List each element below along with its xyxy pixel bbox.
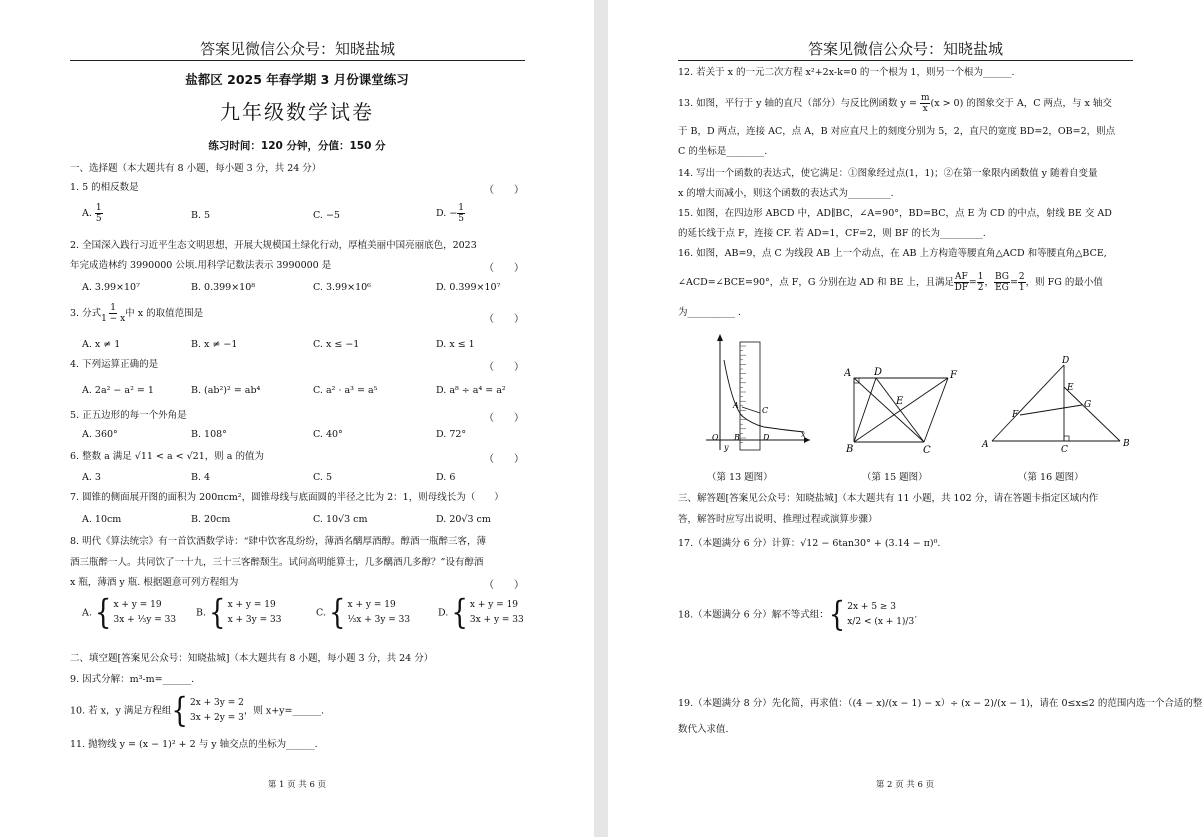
q8-text-line1: 8. 明代《算法统宗》有一首饮酒数学诗：“肆中饮客乱纷纷，薄酒名醨厚酒醇。醇酒一瓶醉三客，薄	[70, 536, 486, 547]
q4-option-d: D. a⁸ ÷ a⁴ = a²	[436, 385, 506, 396]
section-2-heading: 二、填空题[答案见公众号：知晓盐城]（本大题共有 8 小题，每小题 3 分，共 24 分）	[70, 653, 434, 664]
q7-option-a: A. 10cm	[82, 514, 122, 525]
q4-option-c: C. a² · a³ = a⁵	[313, 385, 378, 396]
q2-option-b: B. 0.399×10⁸	[191, 282, 256, 293]
fig13-label-y: y	[724, 443, 729, 452]
q18-text: 18.（本题满分 6 分）解不等式组： { 2x + 5 ≥ 3 x/2 < (x + 1)/3 .	[678, 595, 918, 635]
fig16-label-a: A	[982, 440, 989, 450]
q1-option-a: A. $\frac{1}{5}$	[82, 203, 102, 224]
q5-text: 5. 正五边形的每一个外角是	[70, 410, 187, 421]
q10-text: 10. 若 x，y 满足方程组 { 2x + 3y = 2 3x + 2y = 3 ，则 x+y=______.	[70, 691, 325, 731]
q4-option-b: B. (ab²)² = ab⁴	[191, 385, 261, 396]
fig16-label-g: G	[1084, 400, 1092, 410]
q7-text: 7. 圆锥的侧面展开图的面积为 200πcm²，圆锥母线与底面圆的半径之比为 2：1，则母线长为（ ）	[70, 492, 504, 503]
q6-text: 6. 整数 a 满足 √11 < a < √21，则 a 的值为	[70, 451, 264, 462]
q6-option-b: B. 4	[191, 472, 211, 483]
fig13-caption: （第 13 题图）	[707, 472, 773, 483]
q3-option-b: B. x ≠ −1	[191, 339, 238, 350]
fig13-segment-ac	[742, 407, 760, 413]
q2-answer-paren: （ ）	[484, 263, 524, 274]
q3-option-d: D. x ≤ 1	[436, 339, 475, 350]
q8-text-line3: x 瓶，薄酒 y 瓶. 根据题意可列方程组为	[70, 577, 239, 588]
section-1-heading: 一、选择题（本大题共有 8 小题，每小题 3 分，共 24 分）	[70, 163, 322, 174]
q19-text-line1: 19.（本题满分 8 分）先化简，再求值：（(4 − x)/(x − 1) − x）÷ (x − 2)/(x − 1)，请在 0≤x≤2 的范围内选一个合适的整	[678, 698, 1202, 709]
q6-option-c: C. 5	[313, 472, 333, 483]
q8-option-a: A. { x + y = 19 3x + ⅓y = 33	[82, 593, 177, 633]
q6-option-d: D. 6	[436, 472, 456, 483]
q7-option-b: B. 20cm	[191, 514, 231, 525]
q6-answer-paren: （ ）	[484, 454, 524, 465]
q16-text-line1: 16. 如图，AB=9，点 C 为线段 AB 上一个动点，在 AB 上方构造等腰直角△ACD 和等腰直角△BCE,	[678, 248, 1107, 259]
q4-text: 4. 下列运算正确的是	[70, 359, 159, 370]
fig15-label-a: A	[844, 368, 852, 379]
q5-option-d: D. 72°	[436, 429, 467, 440]
fig15-line-ac	[854, 378, 924, 442]
q3-option-a: A. x ≠ 1	[82, 339, 121, 350]
fig13-label-c: C	[762, 406, 769, 415]
fig15-side-dc	[876, 378, 924, 442]
school-title: 盐都区 2025 年春学期 3 月份课堂练习	[185, 72, 409, 87]
q2-text-line2: 年完成造林约 3990000 公顷.用科学记数法表示 3990000 是	[70, 260, 332, 271]
q5-option-b: B. 108°	[191, 429, 227, 440]
page-header: 答案见微信公众号：知晓盐城	[807, 40, 1003, 58]
figure-16	[980, 353, 1135, 458]
page-2	[608, 0, 1202, 837]
time-info: 练习时间：120 分钟，分值：150 分	[208, 140, 386, 152]
q13-text-line3: C 的坐标是________.	[678, 146, 768, 157]
q3-option-c: C. x ≤ −1	[313, 339, 360, 350]
q2-option-a: A. 3.99×10⁷	[82, 282, 140, 293]
q8-option-b: B. { x + y = 19 x + 3y = 33	[196, 593, 282, 633]
fig15-label-d: D	[874, 367, 883, 378]
header-rule	[70, 60, 525, 61]
fig13-label-o: O	[712, 433, 719, 442]
q3-text: 3. 分式 $\frac{1}{1 - x}$ 中 x 的取值范围是	[70, 303, 204, 324]
fig15-line-cf	[924, 378, 948, 442]
fig16-label-e: E	[1067, 383, 1074, 393]
q1-text: 1. 5 的相反数是	[70, 182, 139, 193]
q15-text-line1: 15. 如图，在四边形 ABCD 中，AD∥BC，∠A=90°，BD=BC，点 E 为 CD 的中点，射线 BE 交 AD	[678, 208, 1112, 219]
fig15-label-e: E	[896, 396, 904, 407]
q8-answer-paren: （ ）	[484, 580, 524, 591]
fig16-label-b: B	[1123, 439, 1130, 449]
page-2-footer: 第 2 页 共 6 页	[875, 780, 935, 790]
q3-answer-paren: （ ）	[484, 314, 524, 325]
q8-text-line2: 酒三瓶醉一人。共同饮了一十九，三十三客醉颓生。试问高明能算士，几多醨酒几多醇？”设有醇酒	[70, 557, 484, 568]
fig15-ray-bf	[854, 378, 948, 442]
figure-13	[698, 332, 818, 452]
q13-text-line2: 于 B，D 两点，连接 AC，点 A，B 对应直尺上的刻度分别为 5，2，直尺的宽度 BD=2，OB=2，则点	[678, 126, 1116, 137]
q5-answer-paren: （ ）	[484, 413, 524, 424]
fig13-label-a: A	[733, 401, 739, 410]
fig15-label-c: C	[923, 445, 931, 456]
q14-text-line2: x 的增大而减小，则这个函数的表达式为_________.	[678, 188, 894, 199]
fig16-side-eb	[1064, 387, 1120, 441]
q2-option-d: D. 0.399×10⁷	[436, 282, 501, 293]
fig13-hyperbola	[724, 360, 804, 432]
q14-text-line1: 14. 写出一个函数的表达式，使它满足：①图象经过点(1，1)；②在第一象限内函数值 y 随着自变量	[678, 168, 1098, 179]
q1-answer-paren: （ ）	[484, 185, 524, 196]
fig13-label-x: x	[801, 430, 806, 439]
q8-option-c: C. { x + y = 19 ⅓x + 3y = 33	[316, 593, 411, 633]
q8-option-d: D. { x + y = 19 3x + y = 33	[438, 593, 524, 633]
fig16-side-ad	[992, 365, 1064, 441]
q4-answer-paren: （ ）	[484, 362, 524, 373]
q2-text-line1: 2. 全国深入践行习近平生态文明思想，开展大规模国土绿化行动，厚植美丽中国亮丽底色，2023	[70, 240, 477, 251]
page-gap	[594, 0, 608, 837]
fig13-label-b: B	[734, 433, 740, 442]
q4-option-a: A. 2a² − a² = 1	[82, 385, 154, 396]
q6-option-a: A. 3	[82, 472, 101, 483]
fig16-label-d: D	[1062, 356, 1070, 366]
fig15-caption: （第 15 题图）	[862, 472, 928, 483]
page-1	[0, 0, 594, 837]
q16-text-line2: ∠ACD=∠BCE=90°，点 F，G 分别在边 AD 和 BE 上，且满足 $\frac{AF}{DF}$ = $\frac{1}{2}$ ， $\frac{BG}{EG}$ = $\frac{2}{1}$ ，则 FG 的最小值	[678, 272, 1103, 293]
q2-option-c: C. 3.99×10⁶	[313, 282, 371, 293]
figure-15	[844, 356, 969, 456]
q16-text-line3: 为__________ .	[678, 307, 742, 318]
q5-option-a: A. 360°	[82, 429, 118, 440]
q12-text: 12. 若关于 x 的一元二次方程 x²+2x-k=0 的一个根为 1，则另一个根为______.	[678, 67, 1015, 78]
section-3-heading-line2: 答，解答时应写出说明、推理过程或演算步骤）	[678, 514, 878, 525]
q7-option-d: D. 20√3 cm	[436, 514, 491, 525]
fig16-label-f: F	[1012, 410, 1019, 420]
fig15-label-f: F	[950, 370, 957, 381]
fig13-y-arrow	[717, 334, 723, 341]
page-header: 答案见微信公众号：知晓盐城	[199, 40, 395, 58]
page-1-footer: 第 1 页 共 6 页	[267, 780, 327, 790]
fig16-label-c: C	[1061, 445, 1068, 455]
q1-option-d: D. − $\frac{1}{5}$	[436, 203, 465, 224]
header-rule	[678, 60, 1133, 61]
q1-option-b: B. 5	[191, 210, 211, 221]
fig13-ruler-ticks	[740, 346, 746, 443]
exam-title: 九年级数学试卷	[220, 100, 374, 124]
q15-text-line2: 的延长线于点 F，连接 CF. 若 AD=1，CF=2，则 BF 的长为_________.	[678, 228, 986, 239]
q17-text: 17.（本题满分 6 分）计算：√12 − 6tan30° + (3.14 − π)⁰.	[678, 538, 941, 549]
q11-text: 11. 抛物线 y = (x − 1)² + 2 与 y 轴交点的坐标为______.	[70, 739, 318, 750]
q1-option-c: C. −5	[313, 210, 340, 221]
section-3-heading-line1: 三、解答题[答案见公众号：知晓盐城]（本大题共有 11 小题，共 102 分，请在答题卡指定区域内作	[678, 493, 1099, 504]
q9-text: 9. 因式分解：m³-m=______.	[70, 674, 195, 685]
fig16-segment-fg	[1020, 405, 1082, 415]
fig13-ruler	[740, 342, 760, 450]
fig16-right-angle	[1064, 436, 1069, 441]
q7-option-c: C. 10√3 cm	[313, 514, 368, 525]
q13-text-line1: 13. 如图，平行于 y 轴的直尺（部分）与反比例函数 y = $\frac{m}{x}$ (x > 0) 的图象交于 A，C 两点，与 x 轴交	[678, 93, 1112, 114]
fig16-caption: （第 16 题图）	[1018, 472, 1084, 483]
fig13-label-d: D	[763, 433, 770, 442]
fig15-label-b: B	[846, 444, 854, 455]
q19-text-line2: 数代入求值.	[678, 724, 729, 735]
q5-option-c: C. 40°	[313, 429, 343, 440]
